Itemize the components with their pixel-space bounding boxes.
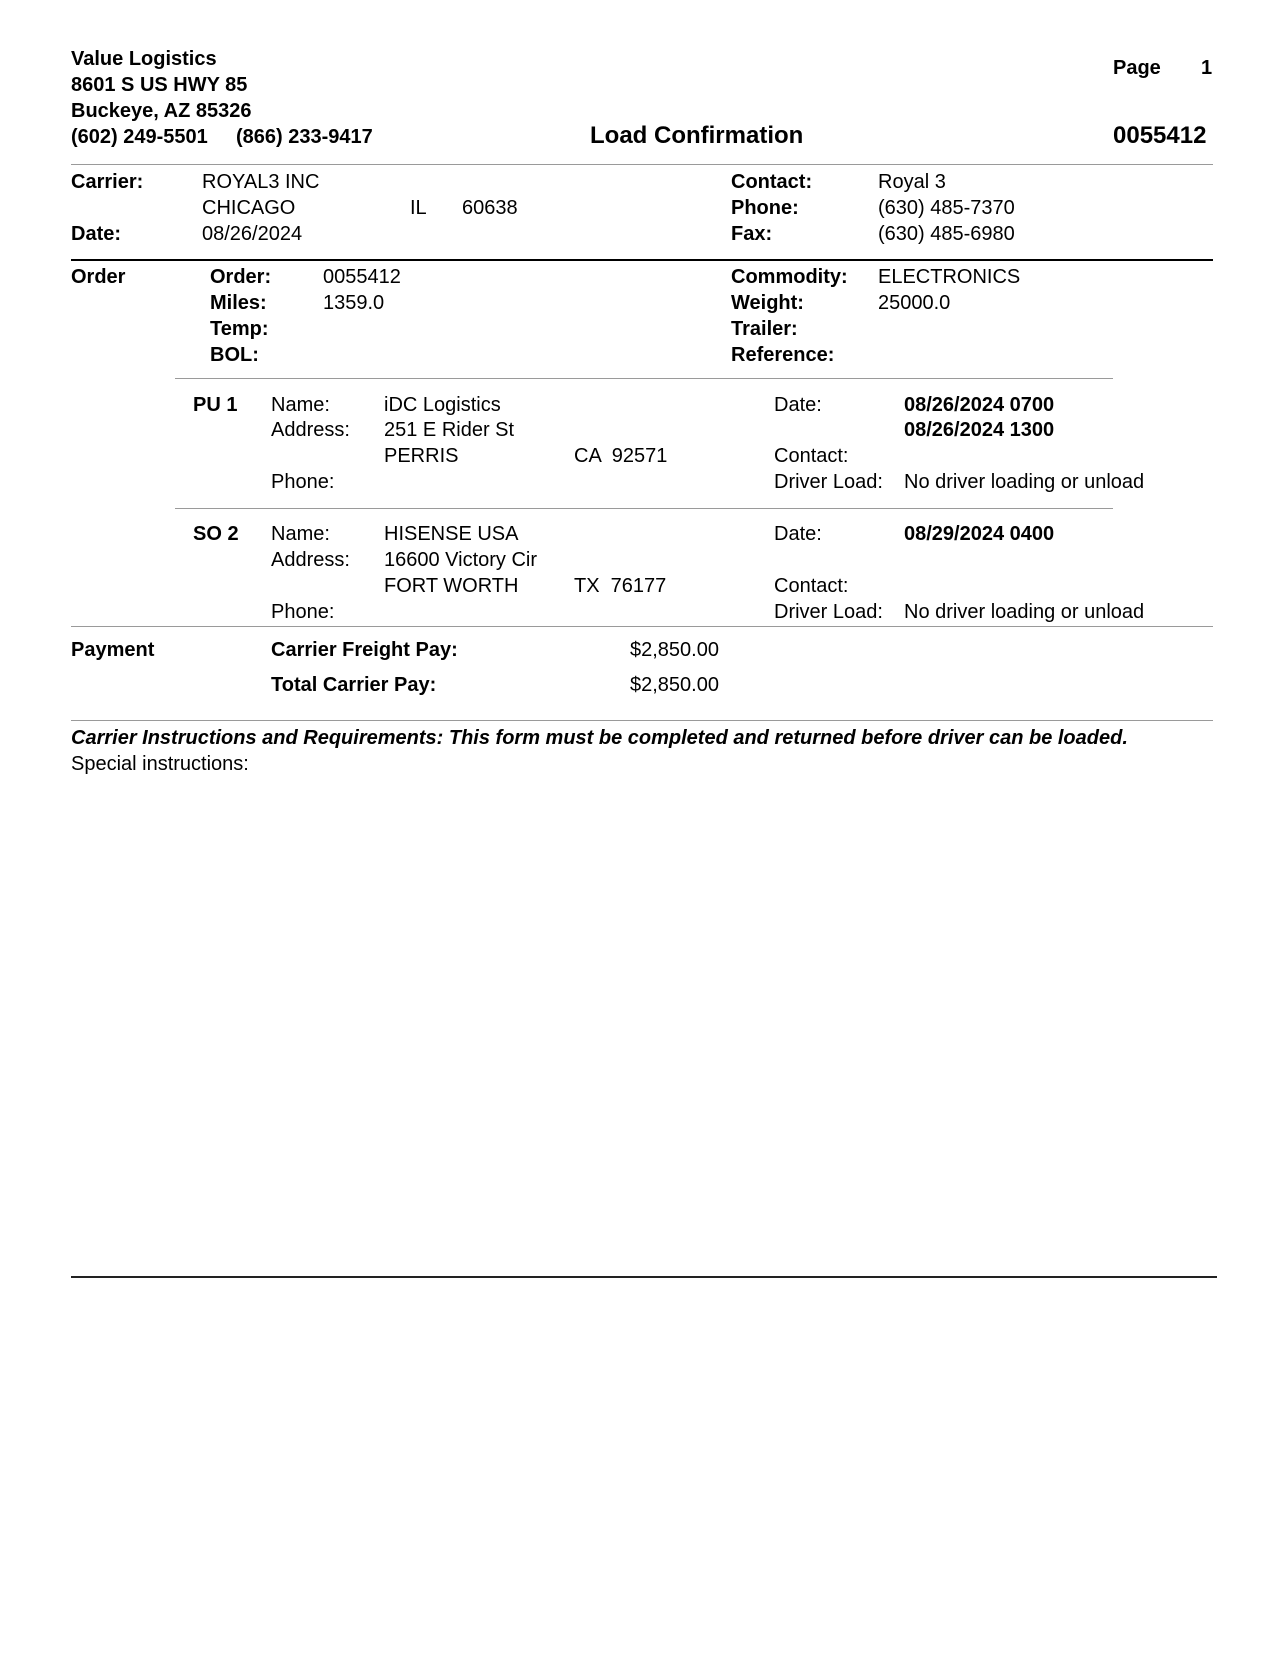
order-number: 0055412 <box>323 266 401 288</box>
total-carrier-pay-label: Total Carrier Pay: <box>271 674 437 696</box>
stop-address-label: Address: <box>271 549 350 571</box>
company-phone-1: (602) 249-5501 <box>71 126 208 148</box>
stop-name-label: Name: <box>271 523 330 545</box>
carrier-freight-pay: $2,850.00 <box>630 639 719 661</box>
company-address-line1: 8601 S US HWY 85 <box>71 74 248 96</box>
carrier-label: Carrier: <box>71 171 144 193</box>
stop-driver-load: No driver loading or unload <box>904 601 1145 623</box>
weight: 25000.0 <box>878 292 951 314</box>
carrier-fax: (630) 485-6980 <box>878 223 1015 245</box>
divider <box>71 720 1213 721</box>
divider <box>175 378 1113 379</box>
order-miles-label: Miles: <box>210 292 267 314</box>
carrier-fax-label: Fax: <box>731 223 773 245</box>
order-number-label: Order: <box>210 266 272 288</box>
signature-line <box>71 1276 1217 1278</box>
special-instructions-label: Special instructions: <box>71 753 249 775</box>
order-miles: 1359.0 <box>323 292 385 314</box>
carrier-date-label: Date: <box>71 223 122 245</box>
stop-city: PERRIS <box>384 445 459 467</box>
page-label: Page <box>1113 57 1161 79</box>
carrier-city: CHICAGO <box>202 197 296 219</box>
stop-street: 16600 Victory Cir <box>384 549 538 571</box>
divider <box>71 259 1213 261</box>
carrier-contact-label: Contact: <box>731 171 813 193</box>
carrier-name: ROYAL3 INC <box>202 171 320 193</box>
stop-phone-label: Phone: <box>271 601 335 623</box>
stop-driver-load: No driver loading or unload <box>904 471 1145 493</box>
carrier-zip: 60638 <box>462 197 518 219</box>
stop-state-zip: TX 76177 <box>574 575 667 597</box>
stop-city: FORT WORTH <box>384 575 519 597</box>
page-number: 1 <box>1201 57 1213 79</box>
stop-street: 251 E Rider St <box>384 419 515 441</box>
total-carrier-pay: $2,850.00 <box>630 674 719 696</box>
stop-phone-label: Phone: <box>271 471 335 493</box>
document-title: Load Confirmation <box>590 122 804 149</box>
carrier-phone: (630) 485-7370 <box>878 197 1015 219</box>
company-name: Value Logistics <box>71 48 217 70</box>
carrier-phone-label: Phone: <box>731 197 799 219</box>
stop-name-label: Name: <box>271 394 330 416</box>
stop-name: iDC Logistics <box>384 394 501 416</box>
stop-date-start: 08/26/2024 0700 <box>904 394 1055 416</box>
stop-driver-load-label: Driver Load: <box>774 471 883 493</box>
stop-date-label: Date: <box>774 523 822 545</box>
stop-date-end: 08/26/2024 1300 <box>904 419 1055 441</box>
order-bol-label: BOL: <box>210 344 259 366</box>
company-phone-2: (866) 233-9417 <box>236 126 373 148</box>
trailer-label: Trailer: <box>731 318 798 340</box>
weight-label: Weight: <box>731 292 804 314</box>
divider <box>175 508 1113 509</box>
document-number: 0055412 <box>1113 122 1207 149</box>
order-temp-label: Temp: <box>210 318 269 340</box>
divider <box>71 164 1213 165</box>
carrier-freight-pay-label: Carrier Freight Pay: <box>271 639 458 661</box>
commodity-label: Commodity: <box>731 266 848 288</box>
stop-code: PU 1 <box>193 394 238 416</box>
carrier-state: IL <box>410 197 427 219</box>
stop-date-start: 08/29/2024 0400 <box>904 523 1055 545</box>
stop-code: SO 2 <box>193 523 239 545</box>
stop-driver-load-label: Driver Load: <box>774 601 883 623</box>
carrier-date: 08/26/2024 <box>202 223 303 245</box>
divider <box>71 626 1213 627</box>
payment-section-label: Payment <box>71 639 155 661</box>
stop-date-label: Date: <box>774 394 822 416</box>
carrier-instructions-heading: Carrier Instructions and Requirements: This form must be completed and returned before driver can be loaded. <box>71 727 1128 749</box>
company-address-line2: Buckeye, AZ 85326 <box>71 100 252 122</box>
commodity: ELECTRONICS <box>878 266 1021 288</box>
stop-state-zip: CA 92571 <box>574 445 668 467</box>
stop-name: HISENSE USA <box>384 523 519 545</box>
carrier-contact: Royal 3 <box>878 171 946 193</box>
stop-contact-label: Contact: <box>774 575 849 597</box>
reference-label: Reference: <box>731 344 835 366</box>
stop-address-label: Address: <box>271 419 350 441</box>
order-section-label: Order <box>71 266 126 288</box>
stop-contact-label: Contact: <box>774 445 849 467</box>
